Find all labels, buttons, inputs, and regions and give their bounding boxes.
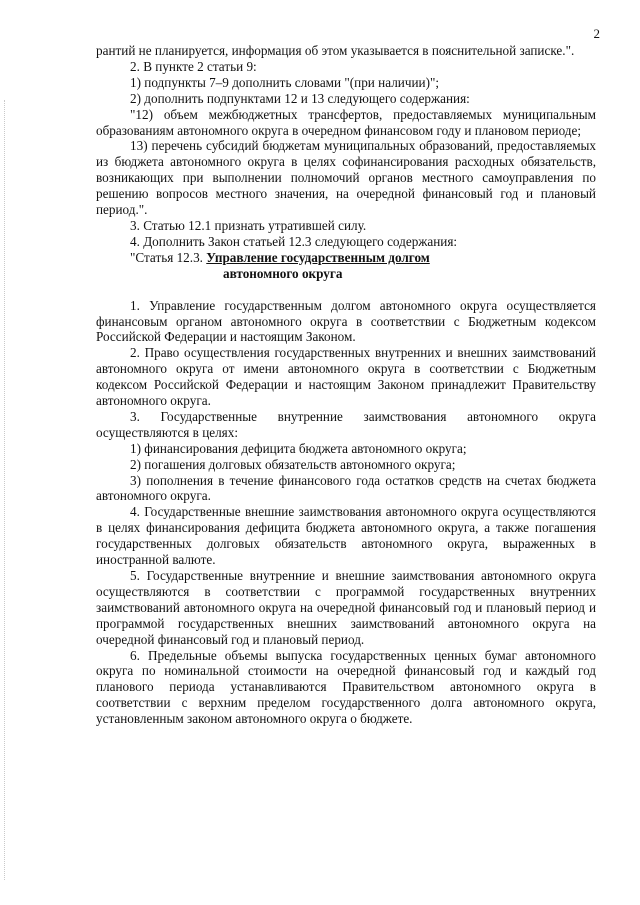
article-title-line2: автономного округа <box>223 265 343 281</box>
article-paragraph-4: 4. Государственные внешние заимствования автономного округа осуществляются в целях финансирования дефицита бюджета автономного округа, а также погашения государственных долговых обязательств автономного округа, выраженных в иностранной валюте. <box>96 504 596 568</box>
article-subitem-1: 1) финансирования дефицита бюджета автономного округа; <box>130 440 467 456</box>
article-paragraph-1: 1. Управление государственным долгом автономного округа осуществляется финансовым органом автономного округа в соответствии с Бюджетным кодексом Российской Федерации и настоящим Законом. <box>96 297 596 345</box>
article-prefix: "Статья 12.3. <box>130 249 203 265</box>
article-paragraph-2: 2. Право осуществления государственных внутренних и внешних заимствований автономного округа от имени автономного округа в соответствии с Бюджетным кодексом Российской Федерации и настоящим Законом принадлежит Правительству автономного округа. <box>96 345 596 409</box>
paragraph-continuation: рантий не планируется, информация об этом указывается в пояснительной записке.". <box>96 43 575 58</box>
article-paragraph-3: 3. Государственные внутренние заимствования автономного округа осуществляются в целях: <box>96 408 596 440</box>
paragraph-subitem-1: 1) подпункты 7–9 дополнить словами "(при наличии)"; <box>130 74 440 90</box>
paragraph-item-3: 3. Статью 12.1 признать утратившей силу. <box>130 217 367 233</box>
paragraph-subitem-12: "12) объем межбюджетных трансфертов, предоставляемых муниципальным образованиям автономного округа в очередном финансовом году и плановом периоде; <box>96 106 596 138</box>
section-spacer <box>96 282 596 298</box>
paragraph-subitem-2: 2) дополнить подпунктами 12 и 13 следующего содержания: <box>130 90 470 106</box>
article-heading <box>96 250 596 266</box>
article-subitem-2: 2) погашения долговых обязательств автономного округа; <box>130 456 456 472</box>
scan-margin-marks <box>4 100 7 880</box>
article-subitem-3: 3) пополнения в течение финансового года остатков средств на счетах бюджета автономного округа. <box>96 472 596 504</box>
paragraph-item-2: 2. В пункте 2 статьи 9: <box>130 58 257 74</box>
article-title-line1: Управление государственным долгом <box>206 249 430 265</box>
paragraph-subitem-13: 13) перечень субсидий бюджетам муниципальных образований, предоставляемых из бюджета автономного округа в целях софинансирования расходных обязательств, возникающих при выполнении полномочий органов местного самоуправления по решению вопросов местного значения, на очередной финансовый год и плановый период.". <box>96 138 596 218</box>
paragraph-item-4: 4. Дополнить Закон статьей 12.3 следующего содержания: <box>130 233 458 249</box>
page-number: 2 <box>593 26 600 41</box>
article-paragraph-5: 5. Государственные внутренние и внешние заимствования автономного округа осуществляются в соответствии с программой государственных внутренних заимствований автономного округа на очередной финансовый год и плановый период и программой государственных внешних заимствований автономного округа на очередной финансовый год и плановый период. <box>96 568 596 647</box>
document-body <box>96 43 596 727</box>
article-paragraph-6: 6. Предельные объемы выпуска государственных ценных бумаг автономного округа по номинальной стоимости на очередной финансовый год и каждый год планового периода устанавливаются Правительством автономного округа в соответствии с верхним пределом государственного долга автономного округа, установленным законом автономного округа о бюджете. <box>96 647 596 727</box>
